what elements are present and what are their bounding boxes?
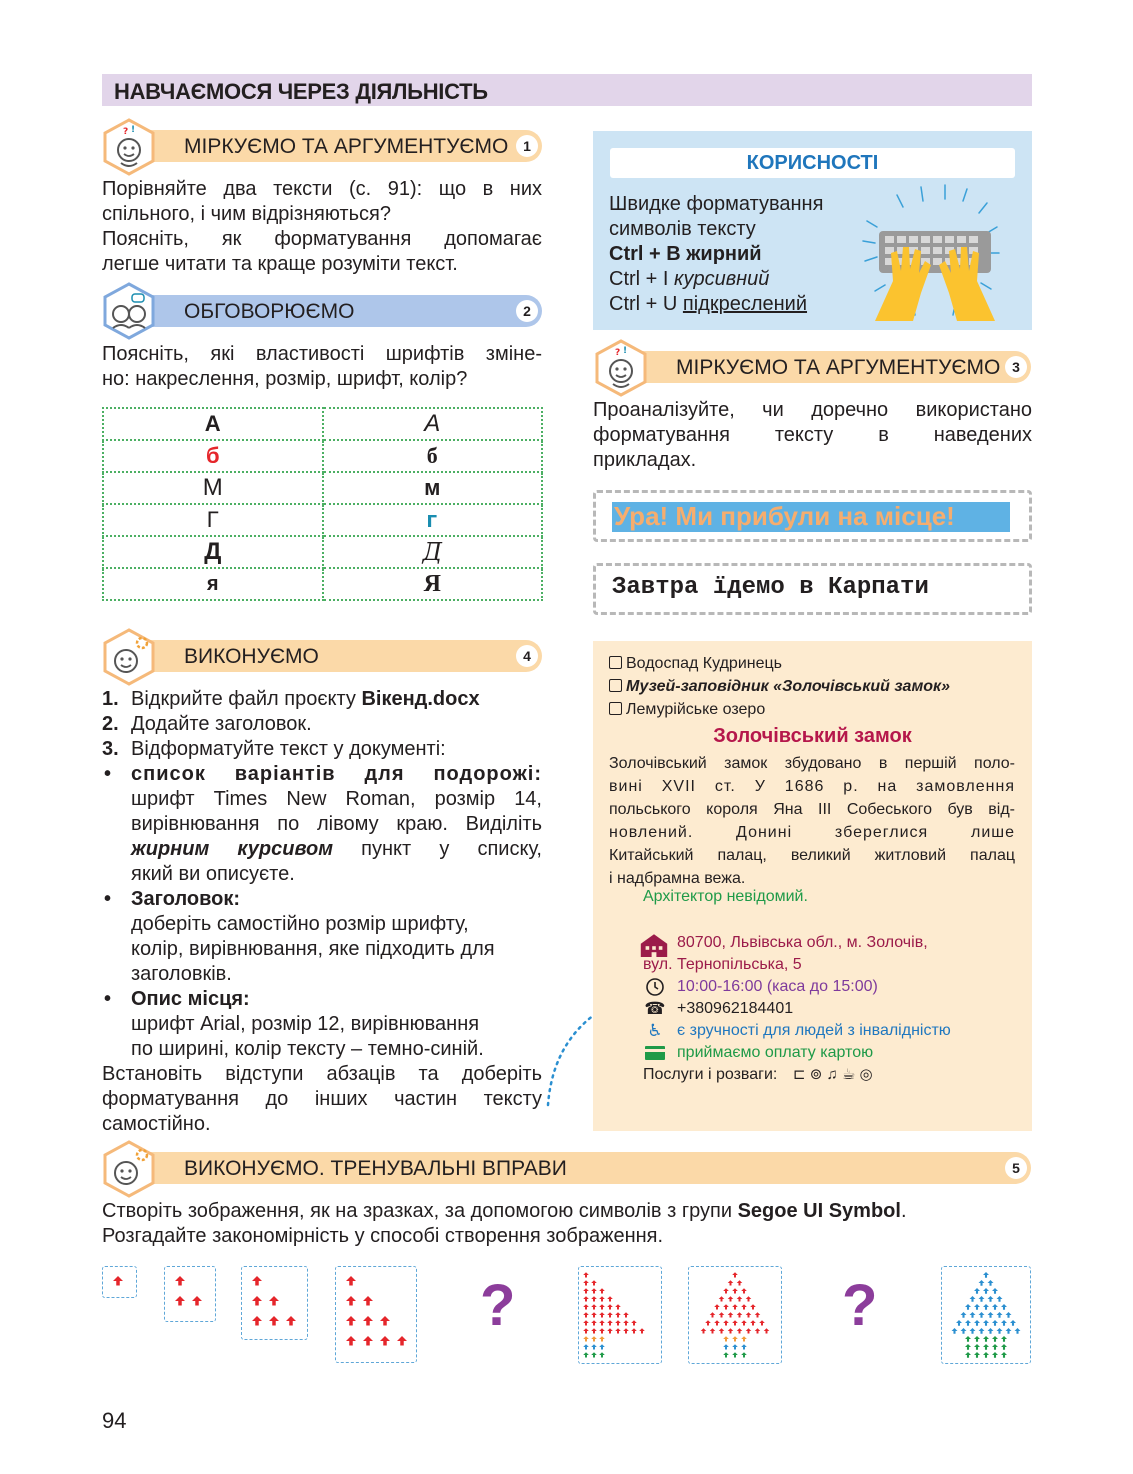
arrow-glyph-icon bbox=[988, 1312, 994, 1318]
pattern-sample bbox=[241, 1266, 308, 1340]
arrow-glyph-icon bbox=[732, 1336, 738, 1341]
arrow-glyph-icon bbox=[583, 1296, 589, 1301]
arrow-glyph-icon bbox=[599, 1320, 605, 1325]
arrow-glyph-icon bbox=[599, 1288, 605, 1293]
arrow-glyph-icon bbox=[983, 1344, 989, 1350]
task3-text: Проаналізуйте, чи доречно використано форматування тексту в наведених прикладах. bbox=[593, 399, 1032, 471]
sofa-icon: ⊏ bbox=[793, 1066, 806, 1083]
arrow-glyph-icon bbox=[974, 1344, 980, 1350]
arrow-glyph-icon bbox=[732, 1320, 738, 1325]
arrow-glyph-icon bbox=[591, 1328, 597, 1333]
table-cell: б bbox=[103, 440, 323, 472]
arrow-glyph-icon bbox=[732, 1272, 738, 1277]
pattern-sample bbox=[578, 1266, 662, 1364]
table-cell: А bbox=[323, 408, 543, 440]
contact-info bbox=[643, 932, 1023, 1092]
list-item: • Опис місця: шрифт Arial, розмір 12, вирівнювання по ширині, колір тексту – темно-синій. bbox=[104, 988, 484, 1060]
arrow-glyph-icon bbox=[631, 1320, 637, 1325]
dining-icon: ⊚ bbox=[809, 1066, 823, 1083]
arrow-glyph-icon bbox=[983, 1352, 989, 1358]
arrow-pattern bbox=[242, 1267, 307, 1339]
table-row bbox=[103, 440, 542, 472]
arrow-glyph-icon bbox=[983, 1336, 989, 1342]
headphones-icon: ♫ bbox=[826, 1066, 838, 1083]
arrow-glyph-icon bbox=[755, 1312, 761, 1317]
example1-text: Ура! Ми прибули на місце! bbox=[614, 501, 955, 531]
thinking-face-icon bbox=[591, 338, 651, 398]
arrow-glyph-icon bbox=[750, 1304, 756, 1309]
arrow-glyph-icon bbox=[599, 1336, 605, 1341]
arrow-glyph-icon bbox=[974, 1320, 980, 1326]
arrow-pattern bbox=[942, 1267, 1030, 1363]
svg-text:!: ! bbox=[623, 346, 628, 356]
arrow-glyph-icon bbox=[723, 1352, 729, 1357]
arrow-glyph-icon bbox=[639, 1328, 645, 1333]
arrow-glyph-icon bbox=[764, 1328, 770, 1333]
arrow-glyph-icon bbox=[728, 1296, 734, 1301]
arrow-glyph-icon bbox=[346, 1296, 356, 1306]
table-cell: г bbox=[323, 504, 543, 536]
arrow-glyph-icon bbox=[965, 1336, 971, 1342]
arrow-glyph-icon bbox=[1001, 1336, 1007, 1342]
arrow-glyph-icon bbox=[992, 1288, 998, 1294]
disc-icon: ◎ bbox=[859, 1066, 873, 1083]
task5-text: Створіть зображення, як на зразках, за допомогою символів з групи Segoe UI Symbol. Розгадайте закономірність у способі створення зображення. bbox=[102, 1200, 907, 1247]
phone-icon: ☎ bbox=[644, 999, 666, 1018]
arrow-glyph-icon bbox=[701, 1328, 707, 1333]
doc-heading: Золочівський замок bbox=[713, 725, 912, 747]
services-icons bbox=[793, 1064, 873, 1086]
arrow-glyph-icon bbox=[719, 1328, 725, 1333]
arrow-glyph-icon bbox=[979, 1296, 985, 1302]
services-row: Послуги і розваги: ⊏ ⊚ ♫ ☕ ◎ bbox=[643, 1064, 1023, 1086]
arrow-glyph-icon bbox=[192, 1296, 202, 1306]
wheelchair-icon: ♿ bbox=[647, 1021, 663, 1040]
arrow-pattern bbox=[579, 1267, 661, 1363]
tips-text: Швидке форматування символів тексту Ctrl + B жирний Ctrl + I курсивний Ctrl + U підкреслений bbox=[609, 193, 824, 315]
arrow-pattern bbox=[336, 1267, 416, 1362]
arrow-glyph-icon bbox=[741, 1320, 747, 1325]
arrow-glyph-icon bbox=[988, 1328, 994, 1334]
arrow-glyph-icon bbox=[583, 1344, 589, 1349]
task3-header bbox=[620, 351, 1031, 383]
question-mark: ? bbox=[842, 1273, 878, 1338]
arrow-glyph-icon bbox=[979, 1280, 985, 1286]
arrow-glyph-icon bbox=[974, 1304, 980, 1310]
task5-header bbox=[128, 1152, 1031, 1184]
arrow-glyph-icon bbox=[286, 1316, 296, 1326]
arrow-glyph-icon bbox=[591, 1336, 597, 1341]
list-item: Лемурійське озеро bbox=[609, 699, 765, 721]
arrow-glyph-icon bbox=[746, 1328, 752, 1333]
arrow-glyph-icon bbox=[269, 1296, 279, 1306]
arrow-glyph-icon bbox=[623, 1320, 629, 1325]
task1-header bbox=[128, 130, 542, 162]
table-cell: Д bbox=[103, 536, 323, 568]
arrow-glyph-icon bbox=[952, 1328, 958, 1334]
arrow-glyph-icon bbox=[992, 1304, 998, 1310]
arrow-glyph-icon bbox=[583, 1352, 589, 1357]
arrow-glyph-icon bbox=[615, 1320, 621, 1325]
arrow-pattern bbox=[103, 1267, 136, 1297]
arrow-glyph-icon bbox=[599, 1352, 605, 1357]
section-title: НАВЧАЄМОСЯ ЧЕРЕЗ ДІЯЛЬНІСТЬ bbox=[114, 79, 488, 104]
example2-box bbox=[593, 563, 1032, 615]
arrow-glyph-icon bbox=[992, 1352, 998, 1358]
arrow-glyph-icon bbox=[965, 1304, 971, 1310]
section-title-bar bbox=[102, 74, 1032, 106]
arrow-glyph-icon bbox=[607, 1328, 613, 1333]
pattern-sample bbox=[941, 1266, 1031, 1364]
arrow-glyph-icon bbox=[591, 1288, 597, 1293]
table-cell: А bbox=[103, 408, 323, 440]
arrow-glyph-icon bbox=[363, 1296, 373, 1306]
pattern-sample bbox=[164, 1266, 216, 1322]
arrow-glyph-icon bbox=[591, 1352, 597, 1357]
arrow-glyph-icon bbox=[974, 1336, 980, 1342]
arrow-glyph-icon bbox=[746, 1312, 752, 1317]
arrow-glyph-icon bbox=[252, 1296, 262, 1306]
table-row bbox=[103, 568, 542, 600]
list-item: 2. Додайте заголовок. bbox=[102, 713, 312, 735]
list-item: 3. Відформатуйте текст у документі: bbox=[102, 738, 446, 760]
arrow-glyph-icon bbox=[741, 1304, 747, 1309]
arrow-glyph-icon bbox=[719, 1312, 725, 1317]
arrow-glyph-icon bbox=[714, 1304, 720, 1309]
list-item: • Заголовок: доберіть самостійно розмір шрифту, колір, вирівнювання, яке підходить для заголовків. bbox=[104, 888, 495, 985]
doc-architect: Архітектор невідомий. bbox=[643, 888, 808, 905]
font-comparison-table bbox=[102, 407, 543, 601]
arrow-glyph-icon bbox=[728, 1312, 734, 1317]
task2-header bbox=[128, 295, 542, 327]
arrow-glyph-icon bbox=[997, 1328, 1003, 1334]
arrow-glyph-icon bbox=[1001, 1352, 1007, 1358]
arrow-glyph-icon bbox=[723, 1336, 729, 1341]
arrow-glyph-icon bbox=[988, 1280, 994, 1286]
accessibility-row: ♿ є зручності для людей з інвалідністю bbox=[643, 1020, 1023, 1042]
checkbox-icon bbox=[609, 656, 622, 669]
table-cell: М bbox=[103, 472, 323, 504]
table-cell: Г bbox=[103, 504, 323, 536]
arrow-glyph-icon bbox=[723, 1320, 729, 1325]
arrow-glyph-icon bbox=[583, 1312, 589, 1317]
credit-card-icon bbox=[643, 1043, 667, 1063]
arrow-glyph-icon bbox=[992, 1344, 998, 1350]
arrow-glyph-icon bbox=[607, 1312, 613, 1317]
list-item: • список варіантів для подорожі: шрифт Times New Roman, розмір 14, вирівнювання по лівому краю. Виділіть жирним курсивом пункт у списку, який ви описуєте. bbox=[104, 763, 542, 885]
arrow-glyph-icon bbox=[583, 1288, 589, 1293]
task4-text: 1. Відкрийте файл проєкту Вікенд.docx 2. Додайте заголовок. 3. Відформатуйте текст у документі: • список варіантів для подорожі: шрифт Times New Roman, розмір 14, вирівнювання по лівому краю. Виділіть жирним курсивом пункт у списку, який ви описуєте. • Заголовок: доберіть самостійно розмір шрифту, колір, вирівнювання, яке підходить для заголовків. • Опис місця: шрифт Arial, розмір 12, вирівнювання по ширині, колір тексту – темно-синій. Встановіть відступи абзаців та доберіть форматування до інших частин тексту самостійно. bbox=[102, 687, 547, 1137]
tips-box bbox=[593, 131, 1032, 330]
arrow-glyph-icon bbox=[710, 1312, 716, 1317]
arrow-glyph-icon bbox=[992, 1336, 998, 1342]
phone-row: ☎ +380962184401 bbox=[644, 999, 794, 1018]
arrow-glyph-icon bbox=[737, 1296, 743, 1301]
arrow-glyph-icon bbox=[710, 1328, 716, 1333]
arrow-glyph-icon bbox=[732, 1288, 738, 1293]
arrow-glyph-icon bbox=[615, 1312, 621, 1317]
clock-icon bbox=[643, 977, 667, 997]
example2-text: Завтра їдемо в Карпати bbox=[612, 574, 929, 601]
arrow-glyph-icon bbox=[591, 1320, 597, 1325]
svg-text:!: ! bbox=[131, 125, 136, 135]
pattern-sample bbox=[688, 1266, 782, 1364]
arrow-glyph-icon bbox=[615, 1328, 621, 1333]
task1-number: 1 bbox=[516, 135, 538, 157]
arrow-glyph-icon bbox=[741, 1352, 747, 1357]
arrow-glyph-icon bbox=[599, 1304, 605, 1309]
page-number: 94 bbox=[102, 1408, 127, 1433]
arrow-glyph-icon bbox=[1015, 1328, 1021, 1334]
arrow-glyph-icon bbox=[956, 1320, 962, 1326]
table-cell: Д bbox=[323, 536, 543, 568]
arrow-glyph-icon bbox=[719, 1296, 725, 1301]
list-item: Водоспад Кудринець bbox=[609, 653, 782, 675]
svg-text:?: ? bbox=[123, 127, 129, 137]
arrow-glyph-icon bbox=[583, 1336, 589, 1341]
table-row bbox=[103, 504, 542, 536]
svg-text:?: ? bbox=[615, 348, 621, 358]
arrow-glyph-icon bbox=[970, 1312, 976, 1318]
arrow-glyph-icon bbox=[346, 1336, 356, 1346]
address-row: 80700, Львівська обл., м. Золочів, вул. Тернопільська, 5 bbox=[643, 932, 1023, 976]
arrow-glyph-icon bbox=[965, 1352, 971, 1358]
arrow-glyph-icon bbox=[737, 1280, 743, 1285]
task4-number: 4 bbox=[516, 645, 538, 667]
table-row bbox=[103, 408, 542, 440]
arrow-glyph-icon bbox=[728, 1280, 734, 1285]
arrow-glyph-icon bbox=[583, 1320, 589, 1325]
arrow-glyph-icon bbox=[732, 1344, 738, 1349]
arrow-glyph-icon bbox=[732, 1352, 738, 1357]
arrow-glyph-icon bbox=[737, 1312, 743, 1317]
arrow-glyph-icon bbox=[979, 1312, 985, 1318]
arrow-glyph-icon bbox=[1006, 1328, 1012, 1334]
coffee-icon: ☕ bbox=[841, 1066, 856, 1083]
arrow-glyph-icon bbox=[252, 1276, 262, 1286]
tips-title: КОРИСНОСТІ bbox=[610, 148, 1015, 178]
arrow-glyph-icon bbox=[728, 1328, 734, 1333]
arrow-glyph-icon bbox=[741, 1344, 747, 1349]
arrow-glyph-icon bbox=[607, 1304, 613, 1309]
discussion-icon bbox=[99, 281, 159, 341]
task2-number: 2 bbox=[516, 300, 538, 322]
keyboard-hands-icon bbox=[855, 181, 1005, 321]
list-item: Музей-заповідник «Золочівський замок» bbox=[609, 676, 950, 698]
list-item: 1. Відкрийте файл проєкту Вікенд.docx bbox=[102, 688, 480, 710]
arrow-glyph-icon bbox=[363, 1336, 373, 1346]
arrow-glyph-icon bbox=[607, 1296, 613, 1301]
table-cell: Я bbox=[323, 568, 543, 600]
arrow-glyph-icon bbox=[974, 1288, 980, 1294]
task4-header bbox=[128, 640, 542, 672]
arrow-glyph-icon bbox=[983, 1288, 989, 1294]
arrow-glyph-icon bbox=[1010, 1320, 1016, 1326]
task2-text: Поясніть, які властивості шрифтів змінe- но: накреслення, розмір, шрифт, колір? bbox=[102, 343, 542, 390]
arrow-glyph-icon bbox=[1006, 1312, 1012, 1318]
payment-row: приймаємо оплату картою bbox=[643, 1042, 1023, 1064]
arrow-glyph-icon bbox=[599, 1344, 605, 1349]
hours-row: 10:00-16:00 (каса до 15:00) bbox=[643, 976, 1023, 998]
gear-face-icon bbox=[99, 627, 159, 687]
task4-title: ВИКОНУЄМО bbox=[184, 645, 319, 668]
arrow-glyph-icon bbox=[746, 1296, 752, 1301]
arrow-glyph-icon bbox=[974, 1352, 980, 1358]
arrow-glyph-icon bbox=[380, 1336, 390, 1346]
arrow-glyph-icon bbox=[599, 1312, 605, 1317]
arrow-glyph-icon bbox=[269, 1316, 279, 1326]
arrow-glyph-icon bbox=[970, 1296, 976, 1302]
task5-title: ВИКОНУЄМО. ТРЕНУВАЛЬНІ ВПРАВИ bbox=[184, 1157, 567, 1180]
checkbox-icon bbox=[609, 702, 622, 715]
arrow-glyph-icon bbox=[623, 1328, 629, 1333]
arrow-glyph-icon bbox=[583, 1280, 589, 1285]
example1-box bbox=[593, 490, 1032, 542]
table-row bbox=[103, 472, 542, 504]
arrow-glyph-icon bbox=[591, 1296, 597, 1301]
task3-title: МІРКУЄМО ТА АРГУМЕНТУЄМО bbox=[676, 356, 1001, 379]
arrow-glyph-icon bbox=[591, 1344, 597, 1349]
arrow-glyph-icon bbox=[961, 1328, 967, 1334]
arrow-glyph-icon bbox=[113, 1276, 123, 1286]
arrow-glyph-icon bbox=[591, 1304, 597, 1309]
arrow-glyph-icon bbox=[346, 1276, 356, 1286]
arrow-glyph-icon bbox=[615, 1304, 621, 1309]
arrow-glyph-icon bbox=[591, 1280, 597, 1285]
arrow-glyph-icon bbox=[723, 1304, 729, 1309]
arrow-glyph-icon bbox=[741, 1288, 747, 1293]
arrow-glyph-icon bbox=[599, 1296, 605, 1301]
arrow-glyph-icon bbox=[997, 1312, 1003, 1318]
arrow-glyph-icon bbox=[583, 1328, 589, 1333]
arrow-glyph-icon bbox=[965, 1344, 971, 1350]
table-cell: м bbox=[323, 472, 543, 504]
arrow-glyph-icon bbox=[961, 1312, 967, 1318]
arrow-glyph-icon bbox=[705, 1320, 711, 1325]
arrow-glyph-icon bbox=[732, 1304, 738, 1309]
arrow-glyph-icon bbox=[346, 1316, 356, 1326]
arrow-glyph-icon bbox=[741, 1336, 747, 1341]
task1-title: МІРКУЄМО ТА АРГУМЕНТУЄМО bbox=[184, 135, 509, 158]
arrow-glyph-icon bbox=[988, 1296, 994, 1302]
arrow-glyph-icon bbox=[979, 1328, 985, 1334]
arrow-glyph-icon bbox=[983, 1272, 989, 1278]
file-name: Вікенд.docx bbox=[361, 688, 480, 710]
arrow-glyph-icon bbox=[252, 1316, 262, 1326]
arrow-glyph-icon bbox=[1001, 1304, 1007, 1310]
doc-description: Золочівський замок збудовано в першій поло- вині XVII ст. У 1686 р. на замовлення польського короля Яна III Собеського був від- новлений. Донині збереглися лише Китайський палац, великий житловий палац і надбрамна вежа. bbox=[609, 755, 1015, 887]
task3-number: 3 bbox=[1005, 356, 1027, 378]
table-row bbox=[103, 536, 542, 568]
arrow-glyph-icon bbox=[723, 1288, 729, 1293]
arrow-glyph-icon bbox=[714, 1320, 720, 1325]
arrow-glyph-icon bbox=[175, 1296, 185, 1306]
arrow-glyph-icon bbox=[583, 1304, 589, 1309]
arrow-glyph-icon bbox=[755, 1328, 761, 1333]
arrow-glyph-icon bbox=[363, 1316, 373, 1326]
table-cell: я bbox=[103, 568, 323, 600]
arrow-glyph-icon bbox=[750, 1320, 756, 1325]
arrow-pattern bbox=[165, 1267, 215, 1321]
arrow-glyph-icon bbox=[723, 1344, 729, 1349]
question-mark: ? bbox=[480, 1273, 516, 1338]
arrow-pattern bbox=[689, 1267, 781, 1363]
arrow-glyph-icon bbox=[759, 1320, 765, 1325]
arrow-glyph-icon bbox=[983, 1304, 989, 1310]
arrow-glyph-icon bbox=[983, 1320, 989, 1326]
arrow-glyph-icon bbox=[623, 1312, 629, 1317]
table-cell: б bbox=[323, 440, 543, 472]
arrow-glyph-icon bbox=[970, 1328, 976, 1334]
arrow-glyph-icon bbox=[737, 1328, 743, 1333]
pattern-sample bbox=[335, 1266, 417, 1363]
pattern-sample bbox=[102, 1266, 137, 1298]
arrow-glyph-icon bbox=[965, 1320, 971, 1326]
arrow-glyph-icon bbox=[599, 1328, 605, 1333]
arrow-glyph-icon bbox=[175, 1276, 185, 1286]
document-sample bbox=[593, 641, 1032, 1131]
task1-text: Порівняйте два тексти (с. 91): що в них спільного, і чим відрізняються? Поясніть, як форматування допомагає легше читати та краще розуміти текст. bbox=[102, 178, 542, 275]
arrow-glyph-icon bbox=[583, 1272, 589, 1277]
arrow-glyph-icon bbox=[591, 1312, 597, 1317]
gear-face-icon bbox=[99, 1139, 159, 1199]
arrow-glyph-icon bbox=[997, 1296, 1003, 1302]
arrow-glyph-icon bbox=[607, 1320, 613, 1325]
arrow-glyph-icon bbox=[1001, 1320, 1007, 1326]
checkbox-icon bbox=[609, 679, 622, 692]
task2-title: ОБГОВОРЮЄМО bbox=[184, 300, 355, 323]
arrow-glyph-icon bbox=[380, 1316, 390, 1326]
thinking-face-icon bbox=[99, 117, 159, 177]
arrow-glyph-icon bbox=[397, 1336, 407, 1346]
task5-number: 5 bbox=[1005, 1157, 1027, 1179]
arrow-glyph-icon bbox=[1001, 1344, 1007, 1350]
arrow-glyph-icon bbox=[631, 1328, 637, 1333]
arrow-glyph-icon bbox=[992, 1320, 998, 1326]
